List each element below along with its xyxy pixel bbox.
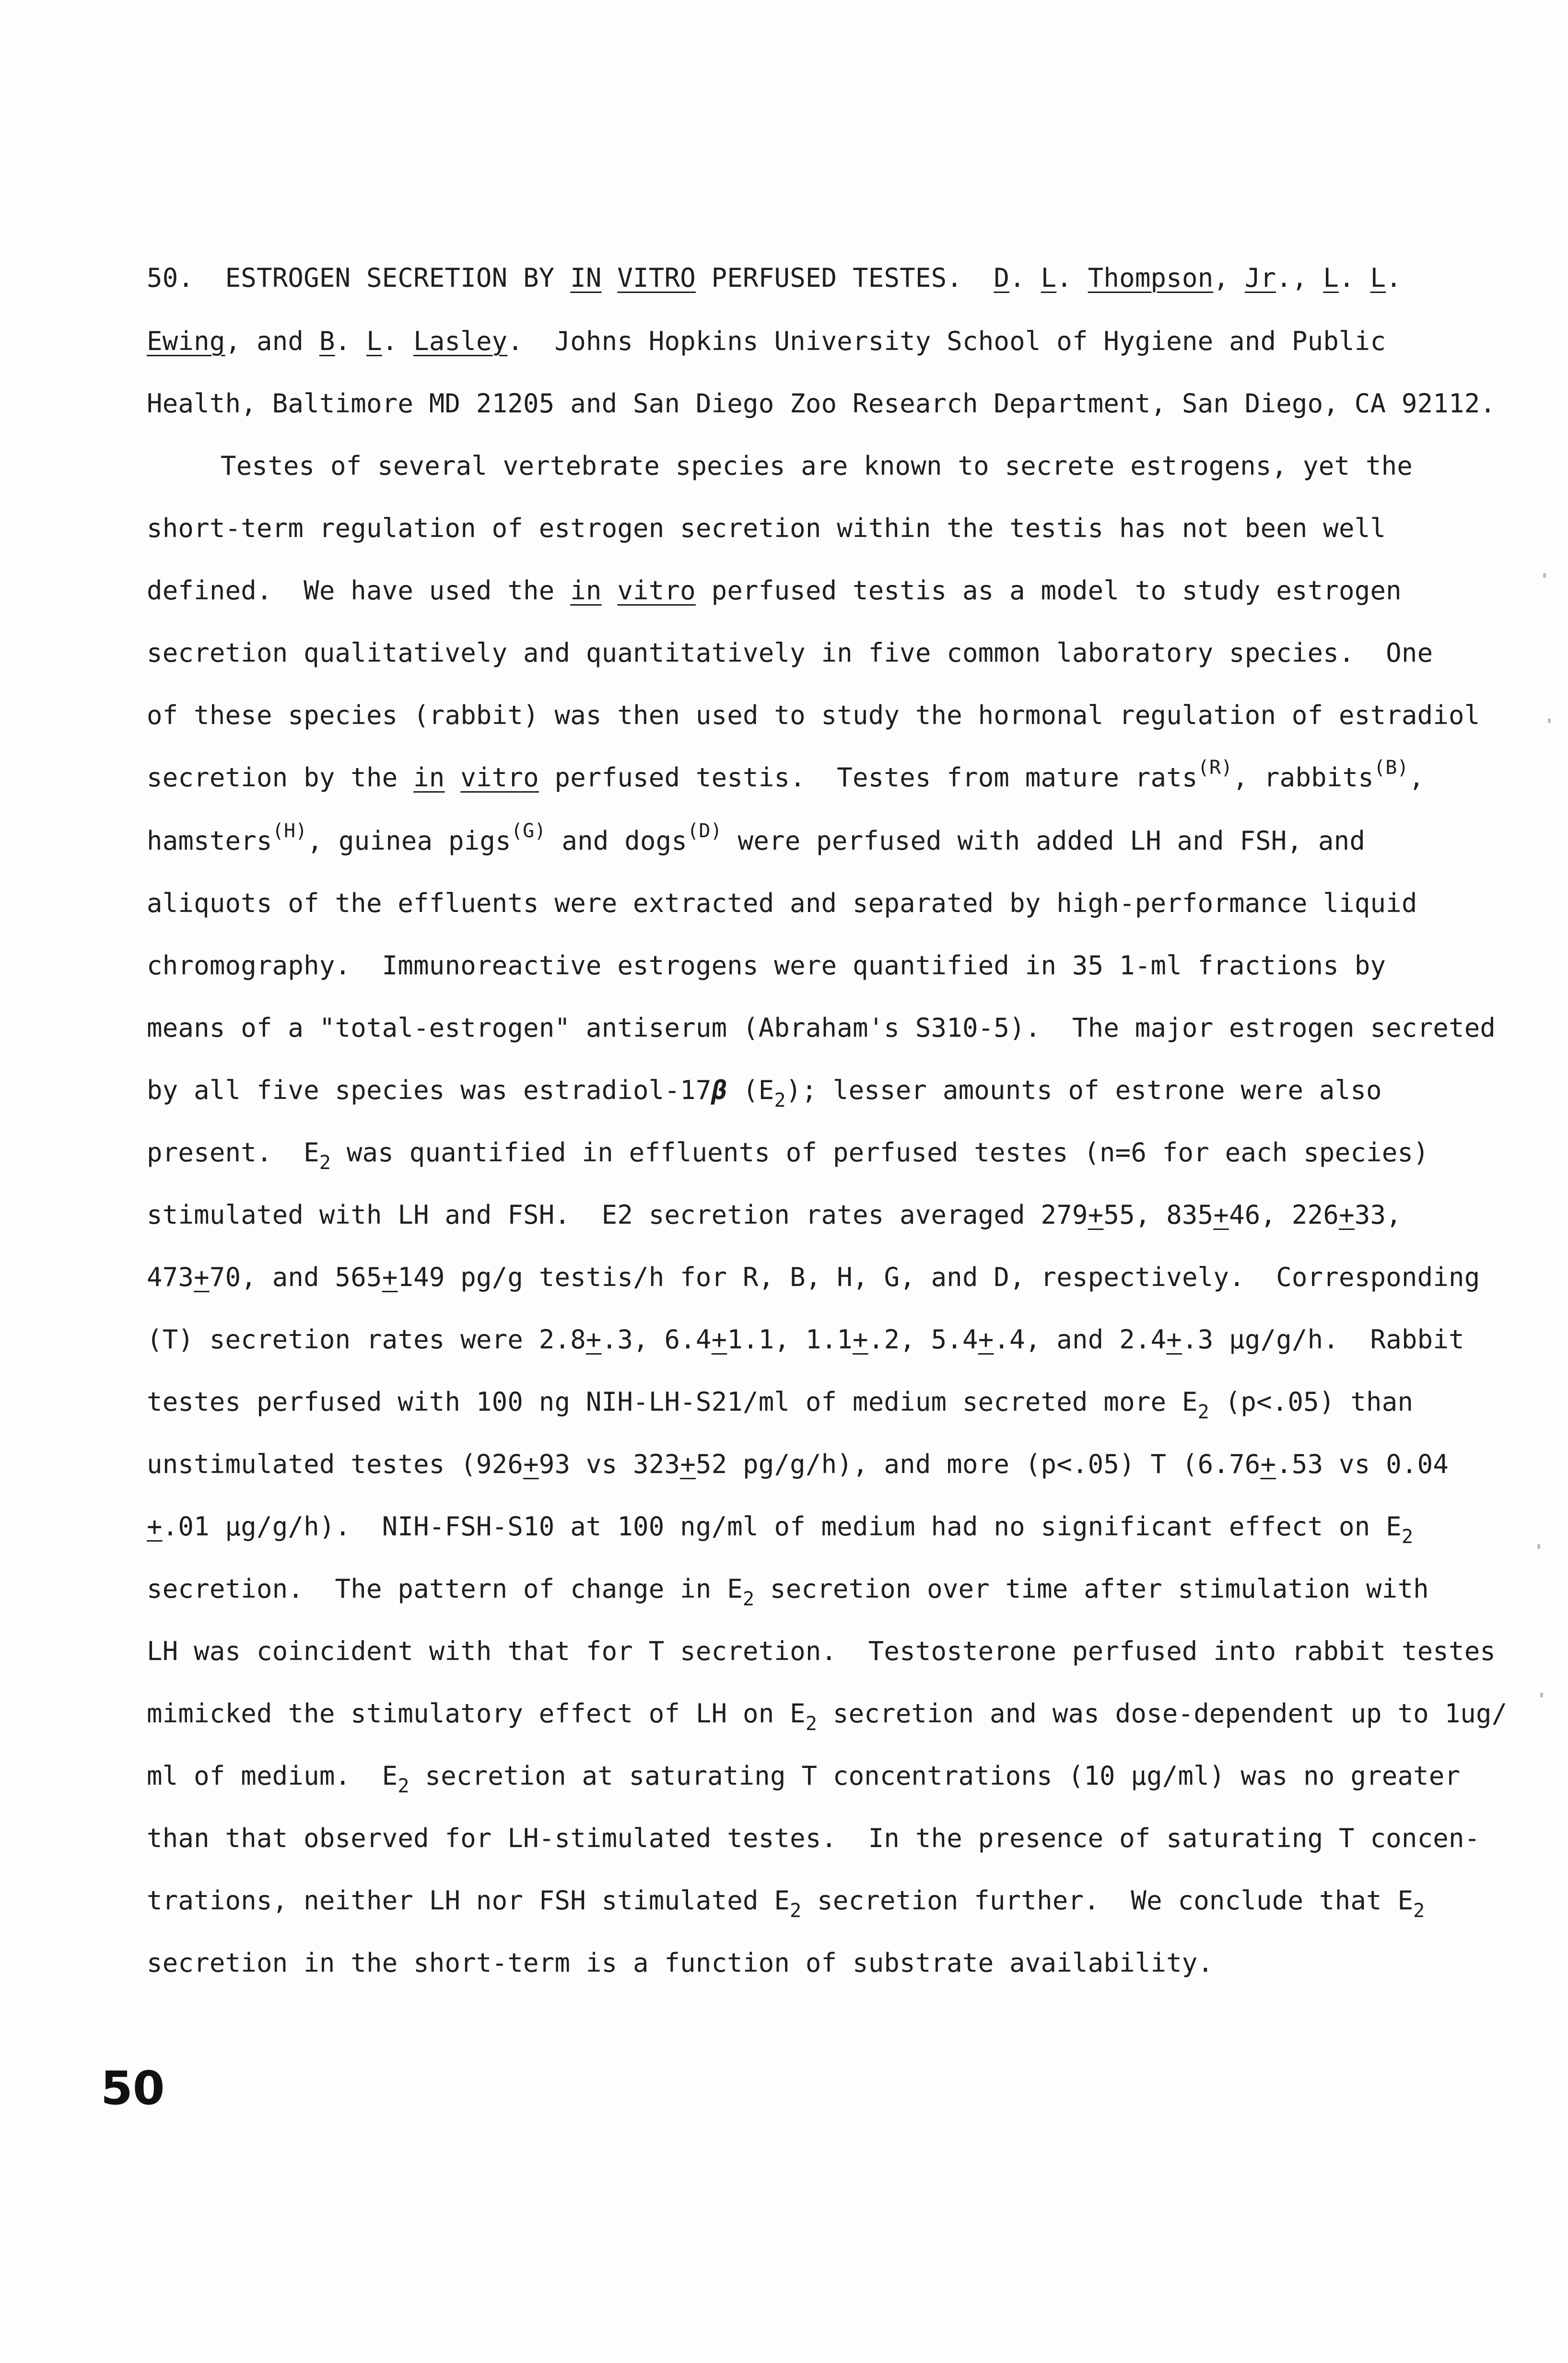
scan-speck <box>1540 1693 1543 1697</box>
body-text: present. E <box>147 1137 319 1168</box>
plus-minus: + <box>523 1449 539 1479</box>
body-text: unstimulated testes (926 <box>147 1449 524 1479</box>
body-line-23: than that observed for LH-stimulated testes. In the presence of saturating T concen- <box>147 1823 1480 1853</box>
author-2-surname: Ewing <box>147 326 225 356</box>
in-vitro-vitro: vitro <box>460 762 539 793</box>
body-line-17 <box>147 1449 1449 1480</box>
plus-minus: + <box>1339 1200 1355 1230</box>
abstract-title-line: 50. ESTROGEN SECRETION BY IN VITRO PERFUSED TESTES. D. L. Thompson, Jr., L. L. <box>147 263 1402 293</box>
body-line-9: chromography. Immunoreactive estrogens were quantified in 35 1-ml fractions by <box>147 950 1386 981</box>
body-text: 1.1, 1.1 <box>727 1324 853 1355</box>
author-2-initial-2: L <box>1370 263 1386 293</box>
subscript-2: 2 <box>398 1775 410 1797</box>
body-text: .53 vs 0.04 <box>1276 1449 1449 1479</box>
body-line-25: secretion in the short-term is a function of substrate availability. <box>147 1948 1214 1978</box>
body-line-7 <box>147 820 1366 856</box>
title-in: IN <box>570 263 602 293</box>
subscript-2: 2 <box>1413 1900 1425 1922</box>
author-1-surname: Thompson <box>1088 263 1214 293</box>
body-text: and dogs <box>546 826 688 856</box>
body-text: secretion and was dose-dependent up to 1ug/ <box>817 1698 1508 1729</box>
body-text: 70, and 565 <box>209 1262 382 1292</box>
body-line-24 <box>147 1885 1425 1922</box>
superscript-d: (D) <box>687 820 722 842</box>
scan-speck <box>1537 1544 1540 1549</box>
author-3-surname: Lasley <box>413 326 508 356</box>
body-text: defined. We have used the <box>147 575 555 606</box>
body-text: secretion further. We conclude that E <box>801 1885 1414 1916</box>
body-text: was quantified in effluents of perfused testes (n=6 for each species) <box>331 1137 1429 1168</box>
subscript-2: 2 <box>805 1713 818 1735</box>
authors-line: Ewing, and B. L. Lasley. Johns Hopkins University School of Hygiene and Public <box>147 326 1386 356</box>
body-text: .3, 6.4 <box>601 1324 712 1355</box>
page-number: 50 <box>101 2061 165 2115</box>
affiliation-line: Health, Baltimore MD 21205 and San Diego Zoo Research Department, San Diego, CA 92112. <box>147 388 1496 419</box>
body-text: 55, 835 <box>1103 1200 1214 1230</box>
body-text: 33, <box>1354 1200 1402 1230</box>
author-1-initial-2: L <box>1041 263 1057 293</box>
body-line-15 <box>147 1324 1464 1355</box>
author-1-initial-1: D <box>994 263 1010 293</box>
body-text: stimulated with LH and FSH. E2 secretion rates averaged 279 <box>147 1200 1088 1230</box>
body-text: trations, neither LH nor FSH stimulated E <box>147 1885 790 1916</box>
body-text: (p<.05) than <box>1209 1387 1414 1417</box>
body-text: 46, 226 <box>1229 1200 1339 1230</box>
author-3-initial-1: B <box>319 326 335 356</box>
scan-speck <box>1548 718 1551 723</box>
body-line-10: means of a "total-estrogen" antiserum (Abraham's S310-5). The major estrogen secreted <box>147 1013 1496 1043</box>
plus-minus: + <box>1213 1200 1229 1230</box>
body-text: , <box>1408 762 1425 793</box>
body-line-16 <box>147 1387 1414 1423</box>
body-text: perfused testis. Testes from mature rats <box>554 762 1198 793</box>
author-2-initial-1: L <box>1323 263 1339 293</box>
body-text: secretion. The pattern of change in E <box>147 1574 743 1604</box>
body-text: by all five species was estradiol-17 <box>147 1075 712 1105</box>
superscript-g: (G) <box>511 820 546 842</box>
plus-minus: + <box>1166 1324 1182 1355</box>
body-line-6 <box>147 757 1425 793</box>
body-line-19 <box>147 1574 1429 1610</box>
title-part-1: ESTROGEN SECRETION BY <box>225 263 555 293</box>
beta-symbol: β <box>711 1075 727 1105</box>
plus-minus: + <box>194 1262 210 1292</box>
body-line-5: of these species (rabbit) was then used to study the hormonal regulation of estradiol <box>147 700 1480 730</box>
body-text: 473 <box>147 1262 194 1292</box>
body-line-12 <box>147 1137 1429 1174</box>
body-text: .01 µg/g/h). NIH-FSH-S10 at 100 ng/ml of medium had no significant effect on E <box>162 1511 1402 1542</box>
scan-speck <box>1543 573 1546 578</box>
body-text: .4, and 2.4 <box>994 1324 1167 1355</box>
subscript-2: 2 <box>1401 1526 1414 1548</box>
plus-minus: + <box>853 1324 868 1355</box>
plus-minus: + <box>680 1449 696 1479</box>
plus-minus: + <box>1088 1200 1104 1230</box>
body-text: .2, 5.4 <box>868 1324 978 1355</box>
subscript-2: 2 <box>790 1900 802 1922</box>
title-vitro: VITRO <box>617 263 696 293</box>
body-line-20: LH was coincident with that for T secretion. Testosterone perfused into rabbit testes <box>147 1636 1496 1666</box>
plus-minus: + <box>978 1324 994 1355</box>
body-text: (E <box>727 1075 774 1105</box>
superscript-b: (B) <box>1373 757 1409 779</box>
body-text: testes perfused with 100 ng NIH-LH-S21/ml of medium secreted more E <box>147 1387 1198 1417</box>
plus-minus: + <box>711 1324 727 1355</box>
body-line-2: short-term regulation of estrogen secretion within the testis has not been well <box>147 513 1386 543</box>
in-vitro-vitro: vitro <box>617 575 696 606</box>
affiliation-part-1: Johns Hopkins University School of Hygiene and Public <box>554 326 1386 356</box>
abstract-number: 50. <box>147 263 194 293</box>
body-text: .3 µg/g/h. Rabbit <box>1182 1324 1464 1355</box>
body-line-3 <box>147 575 1402 606</box>
plus-minus: + <box>1260 1449 1276 1479</box>
body-text: ); lesser amounts of estrone were also <box>785 1075 1382 1105</box>
body-text: , rabbits <box>1232 762 1374 793</box>
in-vitro-in: in <box>570 575 602 606</box>
superscript-h: (H) <box>272 820 307 842</box>
body-text: were perfused with added LH and FSH, and <box>722 826 1366 856</box>
body-line-14 <box>147 1262 1480 1293</box>
body-text: secretion over time after stimulation with <box>754 1574 1429 1604</box>
in-vitro-in: in <box>413 762 445 793</box>
subscript-2: 2 <box>319 1152 331 1174</box>
body-text: ml of medium. E <box>147 1761 398 1791</box>
body-text: , guinea pigs <box>307 826 511 856</box>
body-text: 52 pg/g/h), and more (p<.05) T (6.76 <box>695 1449 1261 1479</box>
body-text: mimicked the stimulatory effect of LH on E <box>147 1698 806 1729</box>
body-text: secretion by the <box>147 762 398 793</box>
body-text: perfused testis as a model to study estrogen <box>711 575 1402 606</box>
body-line-21 <box>147 1698 1508 1735</box>
body-line-8: aliquots of the effluents were extracted and separated by high-performance liquid <box>147 888 1417 918</box>
superscript-r: (R) <box>1197 757 1233 779</box>
body-text: 149 pg/g testis/h for R, B, H, G, and D, respectively. Corresponding <box>398 1262 1480 1292</box>
body-line-13 <box>147 1200 1402 1230</box>
body-text: hamsters <box>147 826 272 856</box>
body-line-4: secretion qualitatively and quantitatively in five common laboratory species. One <box>147 638 1433 668</box>
plus-minus: + <box>147 1511 163 1542</box>
subscript-2: 2 <box>1197 1401 1209 1423</box>
body-text: (T) secretion rates were 2.8 <box>147 1324 586 1355</box>
body-text: secretion at saturating T concentrations (10 µg/ml) was no greater <box>409 1761 1461 1791</box>
body-line-11 <box>147 1075 1382 1111</box>
author-3-initial-2: L <box>366 326 382 356</box>
body-text: 93 vs 323 <box>538 1449 680 1479</box>
plus-minus: + <box>585 1324 602 1355</box>
body-line-18 <box>147 1511 1414 1548</box>
title-part-2: PERFUSED TESTES. <box>711 263 963 293</box>
body-line-22 <box>147 1761 1461 1797</box>
author-1-suffix: Jr <box>1244 263 1276 293</box>
subscript-2: 2 <box>743 1588 755 1610</box>
body-line-1: Testes of several vertebrate species are known to secrete estrogens, yet the <box>221 451 1413 481</box>
subscript-2: 2 <box>774 1089 786 1111</box>
plus-minus: + <box>382 1262 398 1292</box>
